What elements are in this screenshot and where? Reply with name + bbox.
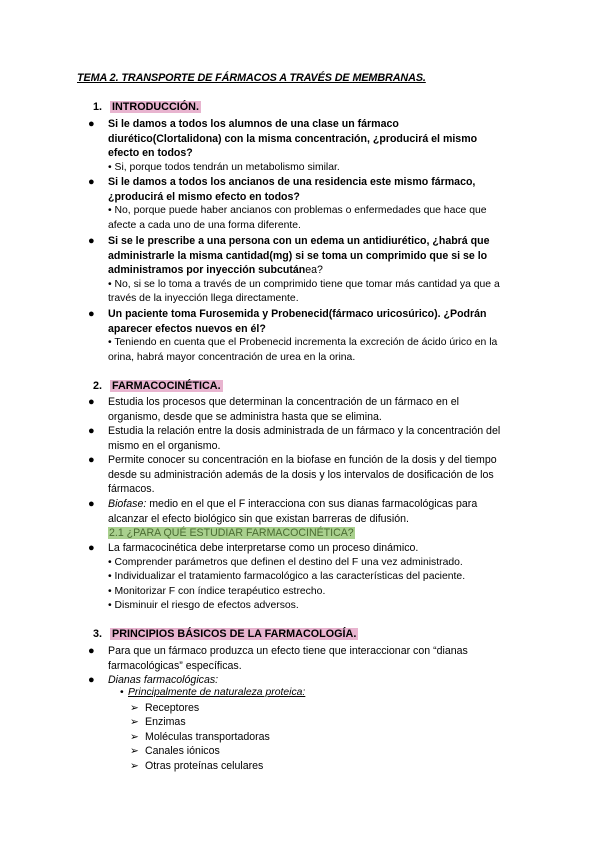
text-line: Para que un fármaco produzca un efecto tiene que interaccionar con “dianas xyxy=(108,645,468,657)
arrow-bullet-icon: ➢ xyxy=(130,702,139,714)
list-item xyxy=(88,453,533,497)
answer-line: través de la inyección llega directamente. xyxy=(108,293,299,305)
answer-line: afecte a cada uno de una forma diferente. xyxy=(108,219,301,231)
list-item xyxy=(88,644,533,673)
list-item xyxy=(88,497,533,526)
text-line: mismo en el organismo. xyxy=(108,439,221,452)
list-item xyxy=(88,117,533,175)
section-heading-farmacocinetica xyxy=(93,380,223,392)
bullet-icon: ● xyxy=(88,396,95,408)
arrow-bullet-icon: ➢ xyxy=(130,716,139,728)
answer-line: • No, porque puede haber ancianos con problemas o enfermedades que hace que xyxy=(108,205,487,217)
arrow-bullet-icon: ➢ xyxy=(130,760,139,772)
answer-line: • No, si se lo toma a través de un comprimido tiene que tomar más cantidad ya que a xyxy=(108,278,500,290)
sub-item: • Monitorizar F con índice terapéutico estrecho. xyxy=(108,585,326,597)
bullet-icon: ● xyxy=(88,118,95,130)
list-item xyxy=(88,234,533,307)
sub-item: • Disminuir el riesgo de efectos adversos. xyxy=(108,600,299,612)
answer-line: • Teniendo en cuenta que el Probenecid incrementa la excreción de ácido úrico en la xyxy=(108,337,498,349)
list-item-text: Moléculas transportadoras xyxy=(145,731,270,743)
section-number: 3. xyxy=(93,628,103,640)
section-heading-introduccion xyxy=(93,101,201,113)
arrow-bullet-icon: ➢ xyxy=(130,745,139,757)
section-number: 2. xyxy=(93,380,103,392)
dianas-label: Dianas farmacológicas: xyxy=(108,674,219,686)
question-line: Un paciente toma Furosemida y Probenecid(fármaco uricosúrico). ¿Podrán xyxy=(108,308,487,320)
answer-line: orina, habrá mayor concentración de urea en la orina. xyxy=(108,351,356,363)
subsection-heading: 2.1 ¿PARA QUÉ ESTUDIAR FARMACOCINÉTICA? xyxy=(109,527,354,539)
bullet-icon: ● xyxy=(88,645,95,657)
question-line: Si se le prescribe a una persona con un edema un antidiurético, ¿habrá que xyxy=(108,235,490,247)
sub-item: • Comprender parámetros que definen el destino del F una vez administrado. xyxy=(108,556,463,568)
question-line: diurético(Clortalidona) con la misma concentración, ¿producirá el mismo xyxy=(108,132,478,145)
text-line xyxy=(108,497,533,512)
question-line xyxy=(108,263,533,278)
list-item xyxy=(130,716,186,728)
text-line: Estudia los procesos que determinan la concentración de un fármaco en el xyxy=(108,396,459,408)
bullet-icon: ● xyxy=(88,454,95,466)
list-item xyxy=(88,307,533,365)
list-item-text: Receptores xyxy=(145,702,200,714)
list-item xyxy=(130,760,263,772)
question-line: administrarle la misma cantidad(mg) si se toma un comprimido que si se lo xyxy=(108,249,488,262)
section-label: PRINCIPIOS BÁSICOS DE LA FARMACOLOGÍA. xyxy=(112,628,357,640)
answer-line: • Si, porque todos tendrán un metabolismo similar. xyxy=(108,161,340,173)
text-line xyxy=(108,673,533,688)
question-line: ¿producirá el mismo efecto en todos? xyxy=(108,190,300,203)
bullet-icon: ● xyxy=(88,308,95,320)
section-label: FARMACOCINÉTICA. xyxy=(112,380,221,392)
document-title: TEMA 2. TRANSPORTE DE FÁRMACOS A TRAVÉS DE MEMBRANAS. xyxy=(77,72,426,84)
proteica-label xyxy=(120,687,305,698)
bullet-icon: ● xyxy=(88,498,95,510)
list-item xyxy=(88,395,533,424)
list-item-text: Canales iónicos xyxy=(145,745,220,757)
biofase-term: Biofase: xyxy=(108,498,147,510)
list-item xyxy=(88,424,533,453)
text-line: La farmacocinética debe interpretarse como un proceso dinámico. xyxy=(108,542,419,554)
section-label: INTRODUCCIÓN. xyxy=(112,101,199,113)
question-bold-part: administramos por inyección subcután xyxy=(108,264,306,277)
question-line: efecto en todos? xyxy=(108,147,193,160)
biofase-text: medio en el que el F interacciona con sus dianas farmacológicas para xyxy=(146,498,478,510)
list-item xyxy=(130,745,220,757)
list-item xyxy=(130,702,199,714)
text-line: organismo, desde que se administra hasta que se elimina. xyxy=(108,410,382,423)
arrow-bullet-icon: ➢ xyxy=(130,731,139,743)
list-item xyxy=(88,175,533,233)
text-line: fármacos. xyxy=(108,483,155,496)
question-line: Si le damos a todos los alumnos de una clase un fármaco xyxy=(108,118,399,130)
text-line: alcanzar el efecto biológico sin que existan barreras de difusión. xyxy=(108,512,409,525)
bullet-icon: ● xyxy=(88,425,95,437)
section-heading-principios xyxy=(93,628,358,640)
bullet-icon: ● xyxy=(88,674,95,686)
list-item-text: Otras proteínas celulares xyxy=(145,760,264,772)
text-line: Permite conocer su concentración en la biofase en función de la dosis y del tiempo xyxy=(108,454,497,466)
question-rest-part: ea? xyxy=(305,264,323,277)
bullet-icon: ● xyxy=(88,235,95,247)
list-item-text: Enzimas xyxy=(145,716,186,728)
section-number: 1. xyxy=(93,101,103,113)
question-line: Si le damos a todos los ancianos de una residencia este mismo fármaco, xyxy=(108,176,476,188)
text-line: desde su administración además de la dosis y los intervalos de dosificación de los xyxy=(108,468,494,481)
list-item xyxy=(88,673,533,688)
list-item xyxy=(130,731,270,743)
text-line: Estudia la relación entre la dosis administrada de un fármaco y la concentración del xyxy=(108,425,501,437)
bullet-icon: ● xyxy=(88,542,95,554)
sub-item: • Individualizar el tratamiento farmacológico a las características del paciente. xyxy=(108,571,466,583)
bullet-icon: ● xyxy=(88,176,95,188)
text-line: farmacológicas” específicas. xyxy=(108,659,242,672)
list-item xyxy=(88,541,533,614)
question-line: aparecer efectos nuevos en él? xyxy=(108,322,266,335)
bullet-icon: • xyxy=(120,687,124,698)
proteica-text: Principalmente de naturaleza proteica: xyxy=(128,687,306,698)
